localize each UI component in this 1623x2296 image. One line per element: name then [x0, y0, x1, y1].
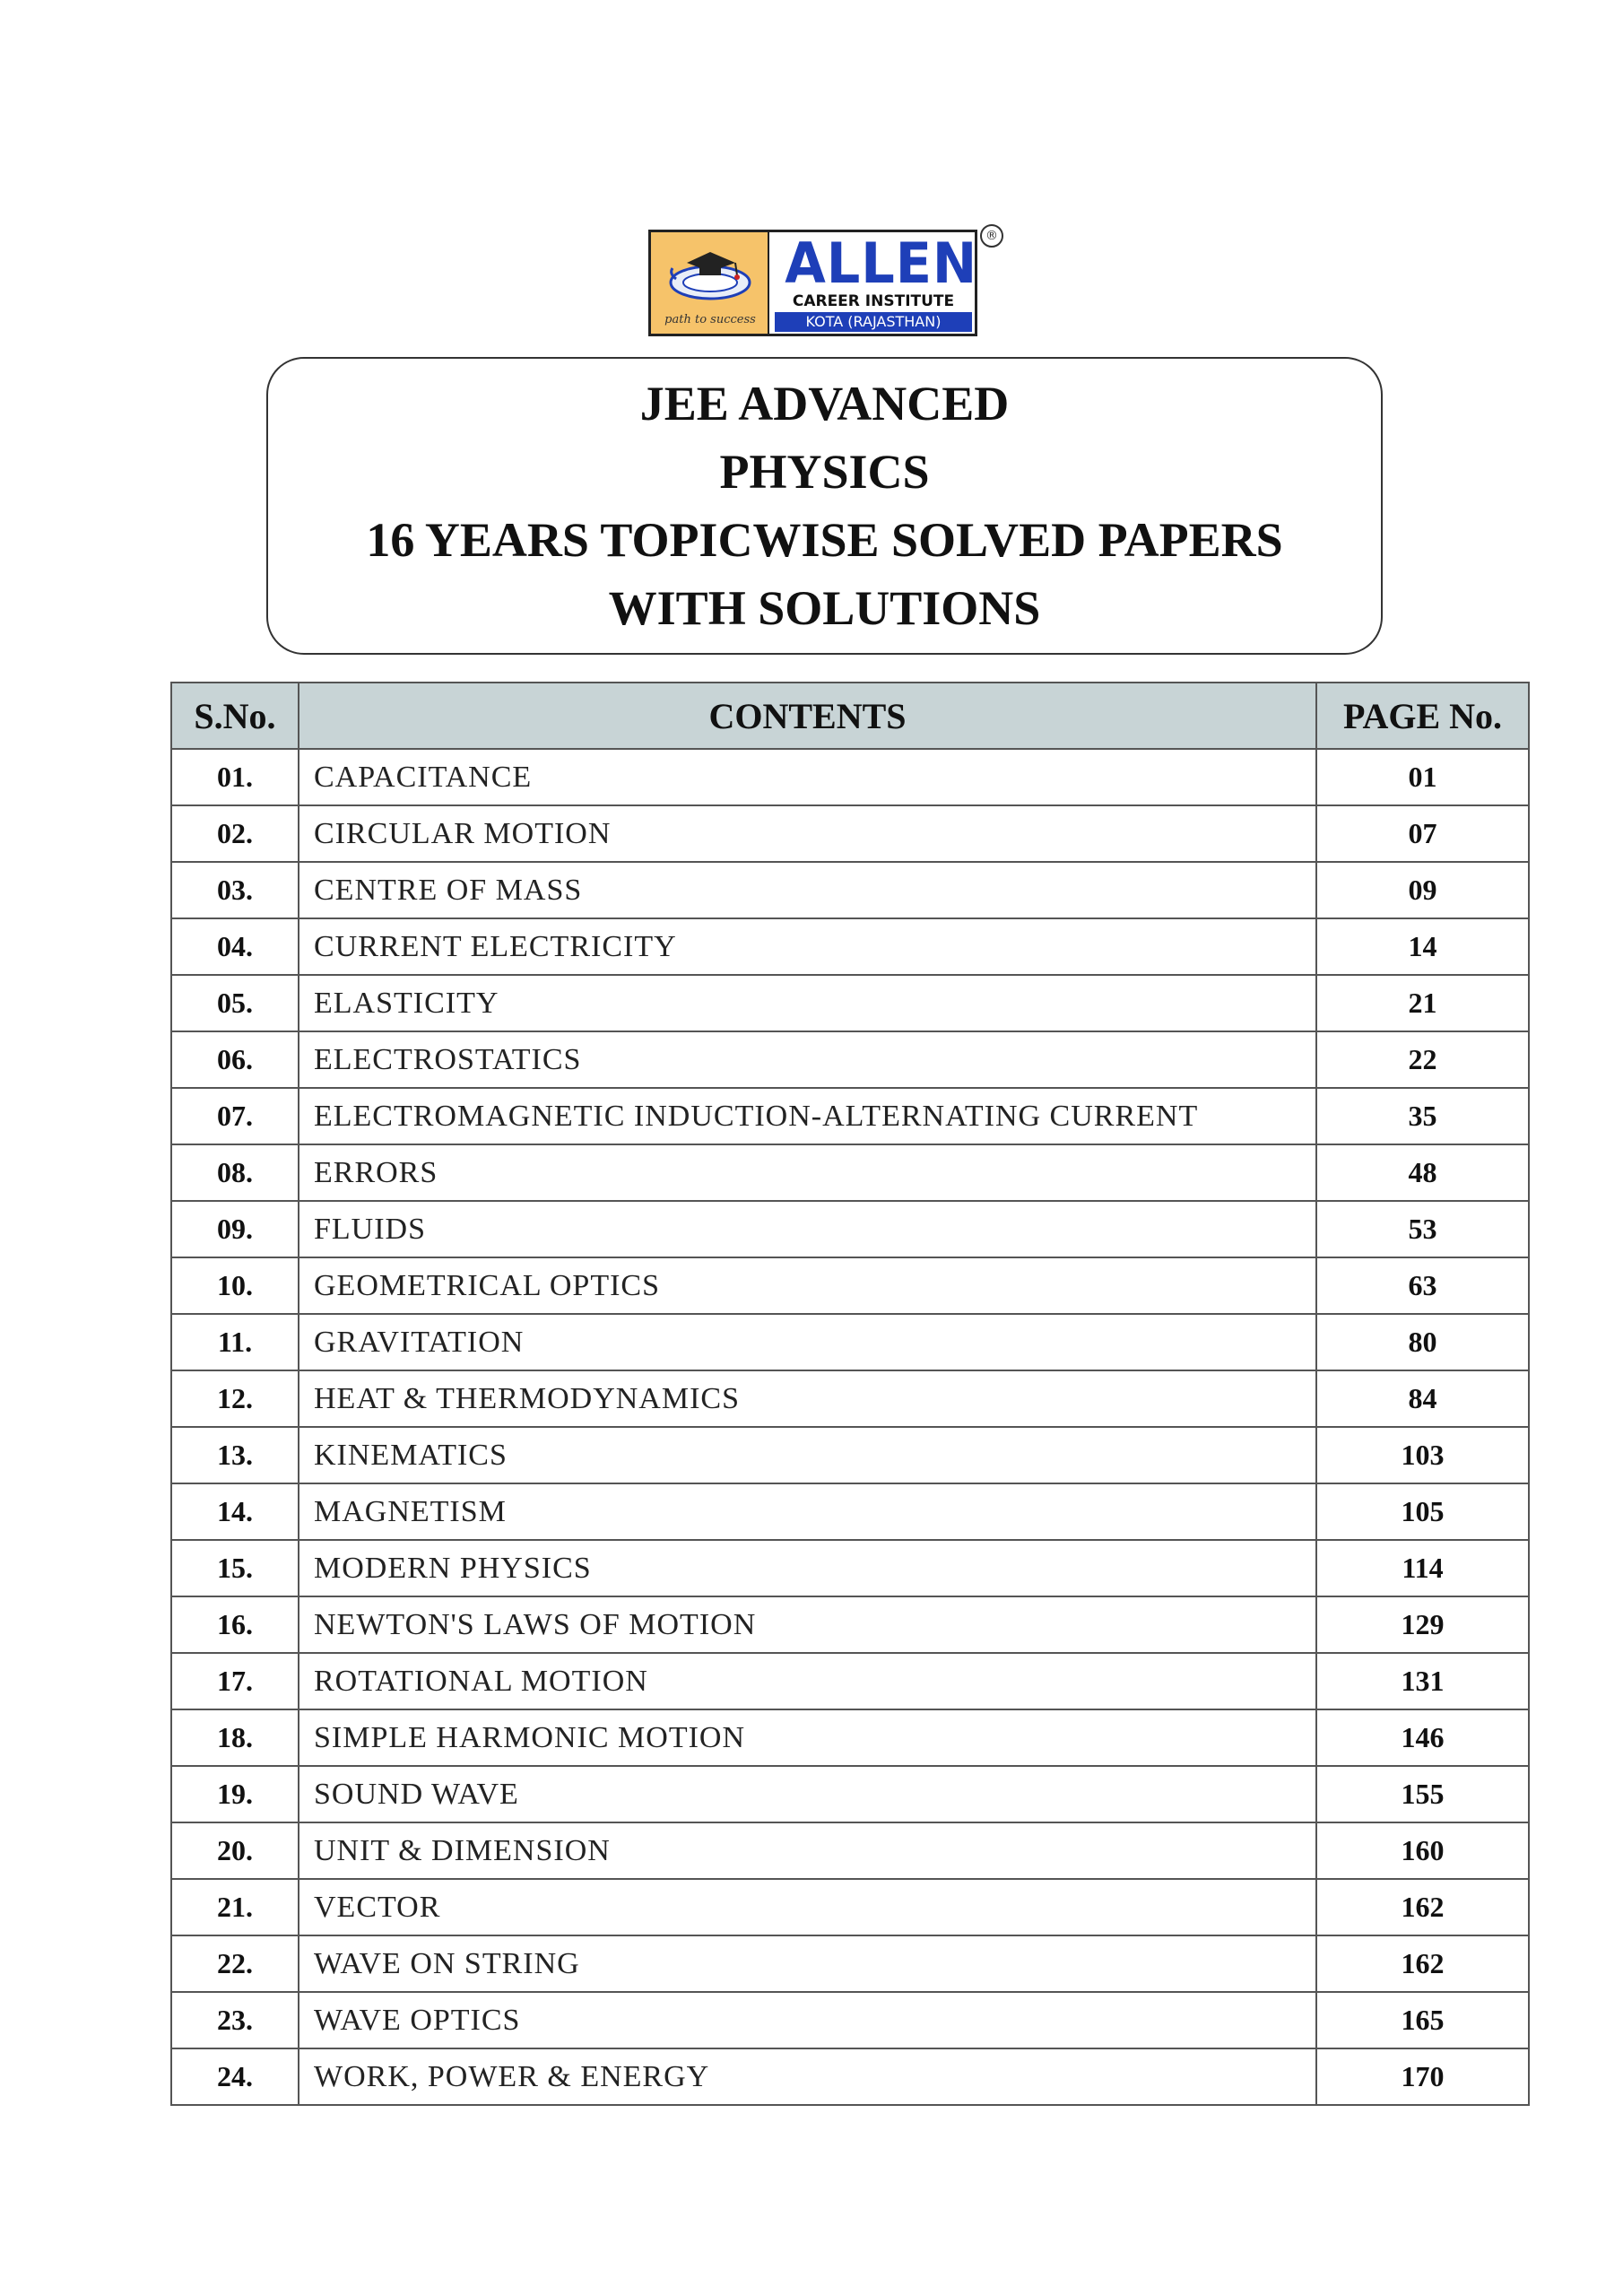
row-page: 48	[1316, 1144, 1529, 1201]
row-sno: 20.	[171, 1822, 299, 1879]
row-page: 129	[1316, 1596, 1529, 1653]
contents-table	[170, 682, 1530, 2106]
table-row	[171, 1370, 1529, 1427]
row-title: VECTOR	[299, 1879, 1316, 1935]
row-page: 162	[1316, 1935, 1529, 1992]
row-title: HEAT & THERMODYNAMICS	[299, 1370, 1316, 1427]
table-header-row	[171, 683, 1529, 749]
table-row	[171, 918, 1529, 975]
logo-location: KOTA (RAJASTHAN)	[775, 312, 972, 332]
row-title: WAVE OPTICS	[299, 1992, 1316, 2048]
row-title: GEOMETRICAL OPTICS	[299, 1257, 1316, 1314]
row-page: 63	[1316, 1257, 1529, 1314]
title-description: 16 YEARS TOPICWISE SOLVED PAPERS	[366, 513, 1283, 567]
table-row	[171, 1031, 1529, 1088]
row-sno: 04.	[171, 918, 299, 975]
row-page: 146	[1316, 1709, 1529, 1766]
header-sno: S.No.	[171, 683, 299, 749]
row-sno: 05.	[171, 975, 299, 1031]
row-title: MODERN PHYSICS	[299, 1540, 1316, 1596]
row-sno: 21.	[171, 1879, 299, 1935]
row-page: 07	[1316, 805, 1529, 862]
row-sno: 17.	[171, 1653, 299, 1709]
row-sno: 13.	[171, 1427, 299, 1483]
table-row	[171, 1201, 1529, 1257]
row-page: 21	[1316, 975, 1529, 1031]
title-box	[266, 357, 1383, 655]
row-page: 09	[1316, 862, 1529, 918]
table-row	[171, 1427, 1529, 1483]
row-title: MAGNETISM	[299, 1483, 1316, 1540]
logo-emblem-panel	[651, 232, 769, 334]
row-page: 105	[1316, 1483, 1529, 1540]
row-page: 35	[1316, 1088, 1529, 1144]
logo-subtitle: CAREER INSTITUTE	[792, 292, 955, 310]
row-page: 170	[1316, 2048, 1529, 2105]
row-sno: 10.	[171, 1257, 299, 1314]
row-sno: 03.	[171, 862, 299, 918]
table-row	[171, 862, 1529, 918]
row-sno: 12.	[171, 1370, 299, 1427]
row-title: SIMPLE HARMONIC MOTION	[299, 1709, 1316, 1766]
row-title: ELECTROSTATICS	[299, 1031, 1316, 1088]
table-row	[171, 1709, 1529, 1766]
table-row	[171, 975, 1529, 1031]
row-page: 84	[1316, 1370, 1529, 1427]
row-page: 114	[1316, 1540, 1529, 1596]
table-row	[171, 1596, 1529, 1653]
row-title: NEWTON'S LAWS OF MOTION	[299, 1596, 1316, 1653]
row-sno: 19.	[171, 1766, 299, 1822]
row-title: CURRENT ELECTRICITY	[299, 918, 1316, 975]
row-page: 160	[1316, 1822, 1529, 1879]
row-sno: 23.	[171, 1992, 299, 2048]
row-page: 165	[1316, 1992, 1529, 2048]
row-page: 53	[1316, 1201, 1529, 1257]
row-title: FLUIDS	[299, 1201, 1316, 1257]
header-page: PAGE No.	[1316, 683, 1529, 749]
table-row	[171, 1879, 1529, 1935]
table-row	[171, 2048, 1529, 2105]
table-row	[171, 1540, 1529, 1596]
logo-brand-name: ALLEN	[785, 230, 978, 296]
row-page: 01	[1316, 749, 1529, 805]
row-page: 155	[1316, 1766, 1529, 1822]
table-row	[171, 1144, 1529, 1201]
graduate-cap-icon	[660, 243, 760, 306]
row-page: 80	[1316, 1314, 1529, 1370]
table-row	[171, 805, 1529, 862]
registered-mark: ®	[980, 224, 1003, 248]
title-exam: JEE ADVANCED	[639, 377, 1010, 430]
row-title: CENTRE OF MASS	[299, 862, 1316, 918]
table-row	[171, 1314, 1529, 1370]
row-title: ELASTICITY	[299, 975, 1316, 1031]
table-row	[171, 1088, 1529, 1144]
allen-logo	[648, 230, 977, 336]
row-title: WORK, POWER & ENERGY	[299, 2048, 1316, 2105]
row-title: ROTATIONAL MOTION	[299, 1653, 1316, 1709]
table-row	[171, 1257, 1529, 1314]
row-page: 131	[1316, 1653, 1529, 1709]
row-title: WAVE ON STRING	[299, 1935, 1316, 1992]
row-sno: 06.	[171, 1031, 299, 1088]
row-page: 103	[1316, 1427, 1529, 1483]
title-subject: PHYSICS	[719, 445, 930, 499]
table-row	[171, 749, 1529, 805]
row-sno: 16.	[171, 1596, 299, 1653]
row-page: 14	[1316, 918, 1529, 975]
row-sno: 14.	[171, 1483, 299, 1540]
row-title: ERRORS	[299, 1144, 1316, 1201]
row-sno: 11.	[171, 1314, 299, 1370]
table-row	[171, 1992, 1529, 2048]
title-solutions: WITH SOLUTIONS	[608, 581, 1041, 635]
header-contents: CONTENTS	[299, 683, 1316, 749]
row-sno: 22.	[171, 1935, 299, 1992]
row-page: 22	[1316, 1031, 1529, 1088]
row-sno: 07.	[171, 1088, 299, 1144]
table-row	[171, 1766, 1529, 1822]
row-sno: 09.	[171, 1201, 299, 1257]
logo-wordmark-panel	[769, 230, 978, 334]
row-sno: 24.	[171, 2048, 299, 2105]
table-row	[171, 1483, 1529, 1540]
table-row	[171, 1653, 1529, 1709]
table-row	[171, 1935, 1529, 1992]
row-title: CAPACITANCE	[299, 749, 1316, 805]
row-sno: 01.	[171, 749, 299, 805]
row-title: ELECTROMAGNETIC INDUCTION-ALTERNATING CURRENT	[299, 1088, 1316, 1144]
row-sno: 15.	[171, 1540, 299, 1596]
row-title: KINEMATICS	[299, 1427, 1316, 1483]
logo-tagline: path to success	[664, 313, 756, 326]
row-sno: 02.	[171, 805, 299, 862]
row-sno: 08.	[171, 1144, 299, 1201]
row-sno: 18.	[171, 1709, 299, 1766]
row-title: GRAVITATION	[299, 1314, 1316, 1370]
row-title: UNIT & DIMENSION	[299, 1822, 1316, 1879]
row-page: 162	[1316, 1879, 1529, 1935]
table-row	[171, 1822, 1529, 1879]
row-title: SOUND WAVE	[299, 1766, 1316, 1822]
row-title: CIRCULAR MOTION	[299, 805, 1316, 862]
